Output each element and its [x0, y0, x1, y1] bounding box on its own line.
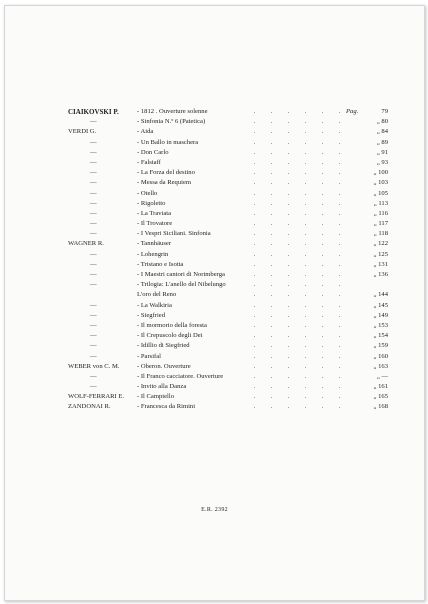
toc-entry — [68, 189, 388, 199]
toc-entry — [68, 148, 388, 158]
dot-leader: . . . . . . — [253, 189, 341, 197]
dot-leader: . . . . . . — [253, 108, 341, 115]
work-title: - Parsifal — [137, 352, 161, 360]
composer-name: — — [90, 311, 97, 319]
work-title: - Don Carlo — [137, 148, 169, 156]
toc-entry — [68, 372, 388, 382]
dot-leader: . . . . . . — [253, 383, 341, 391]
page-number: „ 159 — [373, 342, 388, 350]
page-number: „ 105 — [373, 189, 388, 197]
dot-leader: . . . . . . — [253, 362, 341, 370]
composer-name: — — [90, 250, 97, 258]
page-number: „ 153 — [373, 321, 388, 329]
composer-name: — — [90, 169, 97, 177]
toc-entry — [68, 229, 388, 239]
page-number: „ 136 — [373, 271, 388, 278]
work-title: - Messa da Requiem — [137, 179, 192, 187]
toc-entry — [68, 311, 388, 321]
dot-leader: . . . . . . — [253, 311, 341, 319]
dot-leader: . . . . . . — [253, 291, 341, 299]
page-number: „ 80 — [376, 118, 388, 126]
dot-leader: . . . . . . — [253, 118, 341, 126]
page-number: „ 116 — [373, 209, 388, 217]
composer-name: — — [90, 199, 97, 207]
work-title: - Francesca da Rimini — [137, 403, 196, 411]
dot-leader: . . . . . . — [253, 179, 341, 187]
toc-entry — [68, 331, 388, 341]
work-title: - Oberon. Ouverture — [137, 362, 191, 370]
composer-name: — — [90, 220, 97, 228]
work-title: - 1812 . Ouverture solenne — [137, 108, 208, 115]
composer-name: — — [90, 209, 97, 217]
page-label: Pag. — [346, 108, 359, 115]
dot-leader: . . . . . . — [253, 250, 341, 258]
toc-entry — [68, 239, 388, 249]
composer-name: — — [90, 342, 97, 350]
toc-entry — [68, 270, 388, 280]
work-title: - Rigoletto — [137, 199, 166, 207]
composer-name: — — [90, 138, 97, 146]
composer-name: — — [90, 352, 97, 360]
page-number: „ 118 — [373, 230, 388, 238]
dot-leader: . . . . . . — [253, 372, 341, 380]
page-number: „ 100 — [373, 169, 388, 177]
composer-name: — — [90, 281, 97, 289]
composer-name: — — [90, 301, 97, 309]
toc-entry — [68, 127, 388, 137]
composer-name: — — [90, 332, 97, 340]
toc-entry — [68, 290, 388, 300]
dot-leader: . . . . . . — [253, 158, 341, 166]
composer-name: — — [90, 148, 97, 156]
page-number: „ 91 — [376, 148, 388, 156]
work-title: - Sinfonia N.º 6 (Patetica) — [137, 118, 206, 126]
toc-entry — [68, 168, 388, 178]
page-number: „ 131 — [373, 260, 388, 268]
dot-leader: . . . . . . — [253, 220, 341, 228]
work-title: - Idillio di Siegfried — [137, 342, 190, 350]
page-footer: E.R. 2392 — [201, 507, 228, 513]
page-number: „ 93 — [376, 158, 388, 166]
work-title: - I Maestri cantori di Norimberga — [137, 271, 225, 278]
composer-name: CIAIKOVSKI P. — [68, 108, 119, 116]
dot-leader: . . . . . . — [253, 393, 341, 401]
toc-entry — [68, 117, 388, 127]
work-title: - Invito alla Danza — [137, 383, 187, 391]
toc-entry — [68, 209, 388, 219]
toc-entry — [68, 362, 388, 372]
composer-name: WOLF-FERRARI E. — [68, 393, 125, 401]
dot-leader: . . . . . . — [253, 209, 341, 217]
dot-leader: . . . . . . — [253, 281, 341, 289]
work-title: - Il Campiello — [137, 393, 174, 401]
work-title: L'oro del Reno — [137, 291, 177, 299]
dot-leader: . . . . . . — [253, 128, 341, 136]
toc-entry — [68, 341, 388, 351]
composer-name: — — [90, 158, 97, 166]
page-number: „ 168 — [373, 403, 388, 411]
page-number: „ 165 — [373, 393, 388, 401]
work-title: - Tannhäuser — [137, 240, 172, 248]
toc-entry — [68, 219, 388, 229]
work-title: - I Vespri Siciliani. Sinfonia — [137, 230, 211, 238]
toc-entry — [68, 321, 388, 331]
work-title: - Il Franco cacciatore. Ouverture — [137, 372, 224, 380]
dot-leader: . . . . . . — [253, 352, 341, 360]
toc-entry — [68, 402, 388, 412]
dot-leader: . . . . . . — [253, 332, 341, 340]
composer-name: — — [90, 383, 97, 391]
page-number: „ 145 — [373, 301, 388, 309]
work-title: - Lohengrin — [137, 250, 169, 258]
page-number: „ 84 — [376, 128, 388, 136]
page-number: „ 163 — [373, 362, 388, 370]
page-number: „ 125 — [373, 250, 388, 258]
page-number: „ 122 — [373, 240, 388, 248]
page-number: „ 113 — [373, 199, 388, 207]
composer-name: WAGNER R. — [68, 240, 104, 248]
table-of-contents — [68, 107, 388, 413]
composer-name: WEBER von C. M. — [68, 362, 120, 370]
dot-leader: . . . . . . — [253, 230, 341, 238]
page-number: „ 149 — [373, 311, 388, 319]
page-number: „ — — [376, 372, 388, 380]
page-number: „ 89 — [376, 138, 388, 146]
composer-name: — — [90, 271, 97, 278]
work-title: - Tristano e Isotta — [137, 260, 184, 268]
toc-entry — [68, 280, 388, 290]
toc-entry — [68, 250, 388, 260]
dot-leader: . . . . . . — [253, 169, 341, 177]
composer-name: — — [90, 260, 97, 268]
toc-entry — [68, 260, 388, 270]
toc-entry — [68, 301, 388, 311]
composer-name: — — [90, 321, 97, 329]
composer-name: — — [90, 230, 97, 238]
toc-entry — [68, 382, 388, 392]
work-title: - La Traviata — [137, 209, 172, 217]
dot-leader: . . . . . . — [253, 403, 341, 411]
dot-leader: . . . . . . — [253, 271, 341, 278]
work-title: - La Walkiria — [137, 301, 172, 309]
dot-leader: . . . . . . — [253, 342, 341, 350]
page-number: „ 144 — [373, 291, 388, 299]
page-number: 79 — [381, 108, 388, 115]
work-title: - Il Crepuscolo degli Dei — [137, 332, 203, 340]
composer-name: — — [90, 189, 97, 197]
dot-leader: . . . . . . — [253, 138, 341, 146]
composer-name: VERDI G. — [68, 128, 97, 136]
page-number: „ 154 — [373, 332, 388, 340]
page-number: „ 117 — [373, 220, 388, 228]
page-number: „ 103 — [373, 179, 388, 187]
composer-name: — — [90, 179, 97, 187]
dot-leader: . . . . . . — [253, 148, 341, 156]
work-title: - Un Ballo in maschera — [137, 138, 199, 146]
dot-leader: . . . . . . — [253, 199, 341, 207]
toc-entry — [68, 352, 388, 362]
work-title: - Aida — [137, 128, 154, 136]
toc-entry — [68, 138, 388, 148]
work-title: - Il Trovatore — [137, 220, 173, 228]
toc-entry — [68, 199, 388, 209]
dot-leader: . . . . . . — [253, 321, 341, 329]
dot-leader: . . . . . . — [253, 260, 341, 268]
work-title: - Falstaff — [137, 158, 161, 166]
toc-entry — [68, 158, 388, 168]
dot-leader: . . . . . . — [253, 240, 341, 248]
work-title: - La Forza del destino — [137, 169, 195, 177]
work-title: - Otello — [137, 189, 158, 197]
page-number: „ 160 — [373, 352, 388, 360]
toc-entry — [68, 178, 388, 188]
work-title: - Il mormorio della foresta — [137, 321, 207, 329]
composer-name: — — [90, 372, 97, 380]
toc-entry — [68, 392, 388, 402]
work-title: - Trilogia: L'anello del Nibelungo — [137, 281, 226, 289]
work-title: - Siegfried — [137, 311, 166, 319]
composer-name: ZANDONAI R. — [68, 403, 111, 411]
page-number: „ 161 — [373, 383, 388, 391]
dot-leader: . . . . . . — [253, 301, 341, 309]
document-page — [4, 5, 425, 601]
composer-name: — — [90, 118, 97, 126]
toc-entry — [68, 107, 388, 117]
